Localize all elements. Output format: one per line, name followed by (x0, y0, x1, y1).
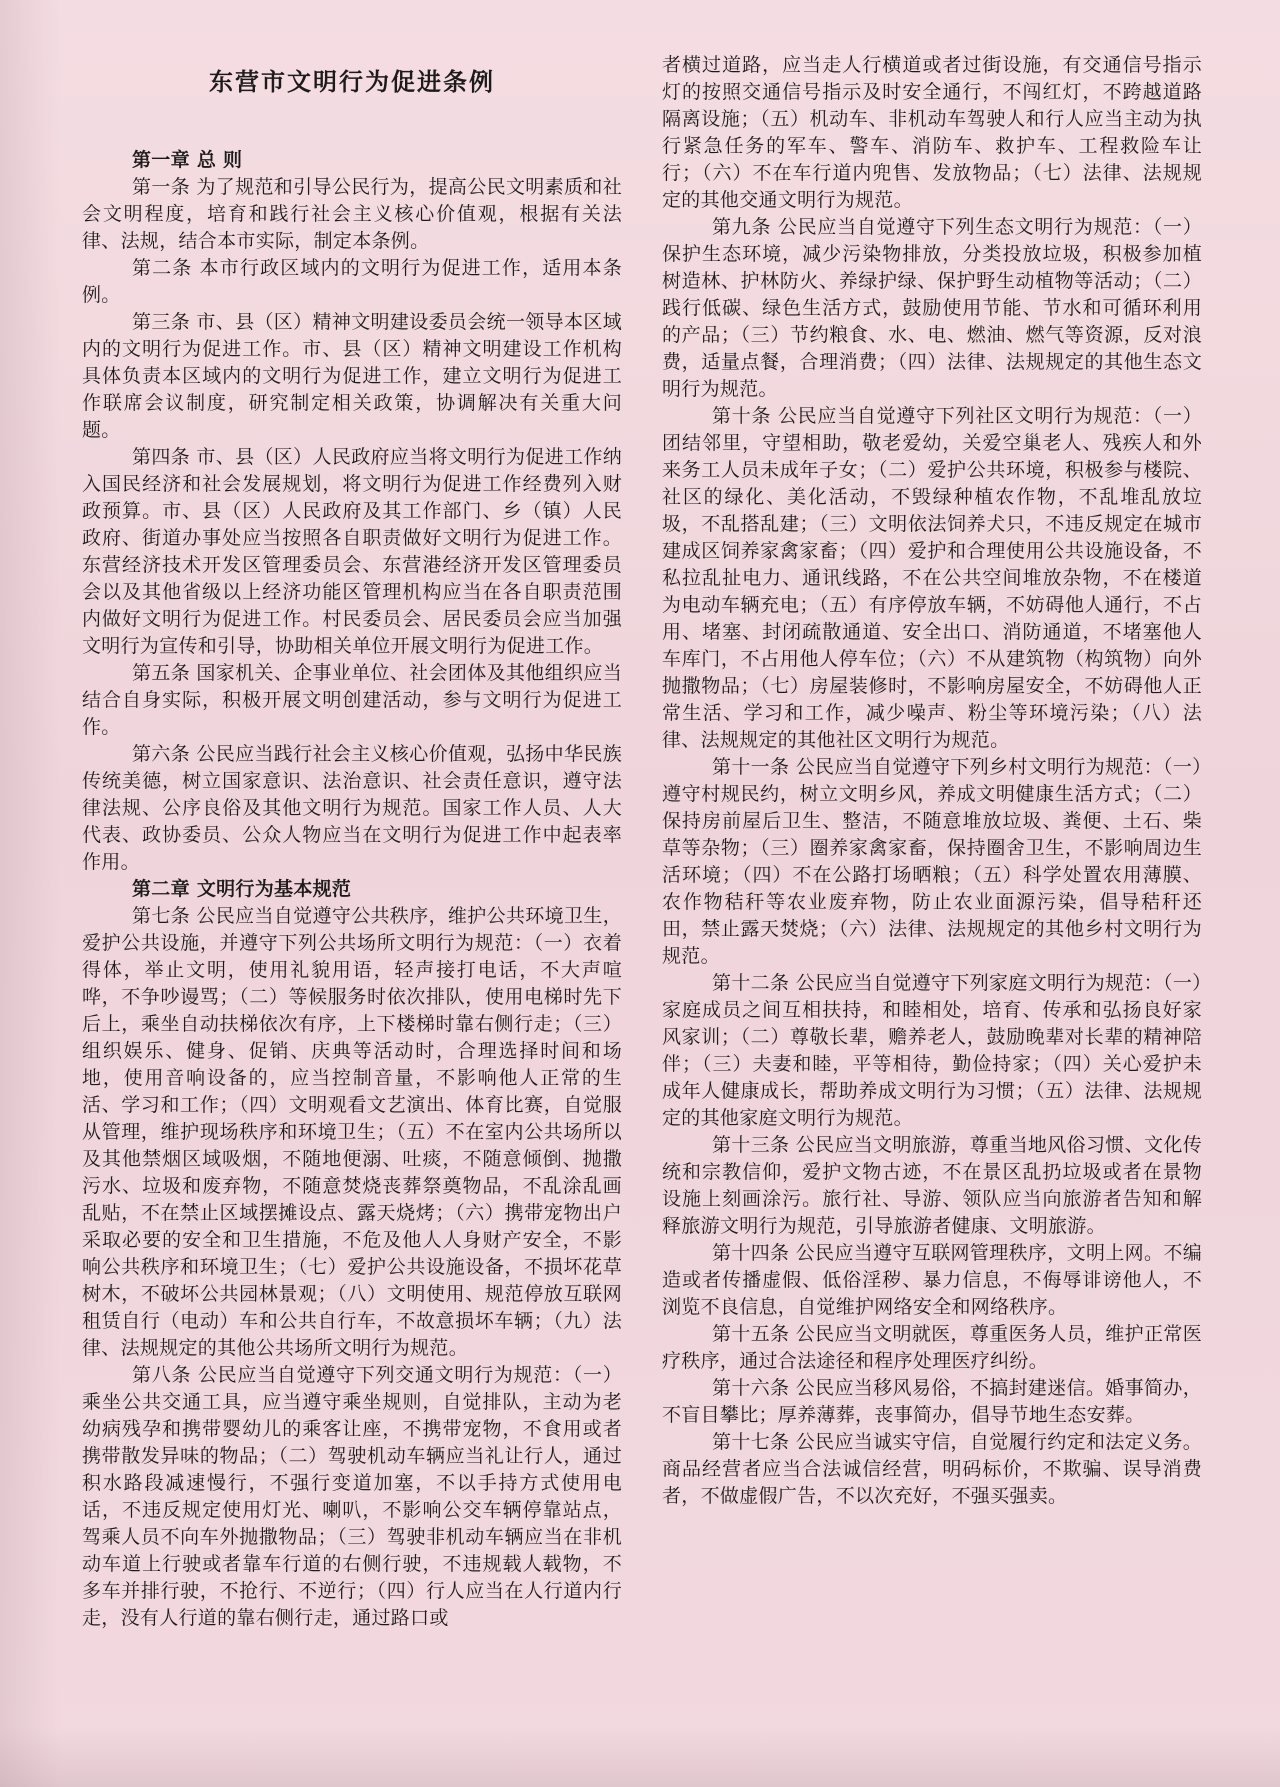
right-column-body (662, 52, 1202, 1510)
article-paragraph: 第二条 本市行政区域内的文明行为促进工作，适用本条例。 (82, 257, 622, 306)
document-title: 东营市文明行为促进条例 (209, 67, 495, 96)
left-column-body (82, 147, 622, 1632)
article-paragraph: 第三条 市、县（区）精神文明建设委员会统一领导本区域内的文明行为促进工作。市、县（区）精神文明建设工作机构具体负责本区域内的文明行为促进工作，建立文明行为促进工作联席会议制度，研究制定相关政策，协调解决有关重大问题。 (82, 311, 622, 441)
article-paragraph: 第八条 公民应当自觉遵守下列交通文明行为规范：（一）乘坐公共交通工具，应当遵守乘坐规则，自觉排队，主动为老幼病残孕和携带婴幼儿的乘客让座，不携带宠物，不食用或者携带散发异味的物品；（二）驾驶机动车辆应当礼让行人，通过积水路段减速慢行，不强行变道加塞，不以手持方式使用电话，不违反规定使用灯光、喇叭，不影响公交车辆停靠站点，驾乘人员不向车外抛撒物品；（三）驾驶非机动车辆应当在非机动车道上行驶或者靠车行道的右侧行驶，不违规载人载物，不多车并排行驶，不抢行、不逆行；（四）行人应当在人行道内行走，没有人行道的靠右侧行走，通过路口或 (82, 1364, 622, 1629)
article-paragraph: 第七条 公民应当自觉遵守公共秩序，维护公共环境卫生，爱护公共设施，并遵守下列公共场所文明行为规范：（一）衣着得体，举止文明，使用礼貌用语，轻声接打电话，不大声喧哗，不争吵谩骂；（二）等候服务时依次排队，使用电梯时先下后上，乘坐自动扶梯依次有序，上下楼梯时靠右侧行走；（三）组织娱乐、健身、促销、庆典等活动时，合理选择时间和场地，使用音响设备的，应当控制音量，不影响他人正常的生活、学习和工作；（四）文明观看文艺演出、体育比赛，自觉服从管理，维护现场秩序和环境卫生；（五）不在室内公共场所以及其他禁烟区域吸烟，不随地便溺、吐痰，不随意倾倒、抛撒污水、垃圾和废弃物，不随意焚烧丧葬祭奠物品，不乱涂乱画乱贴，不在禁止区域摆摊设点、露天烧烤；（六）携带宠物出户采取必要的安全和卫生措施，不危及他人人身财产安全，不影响公共秩序和环境卫生；（七）爱护公共设施设备，不损坏花草树木，不破坏公共园林景观；（八）文明使用、规范停放互联网租赁自行（电动）车和公共自行车，不故意损坏车辆；（九）法律、法规规定的其他公共场所文明行为规范。 (82, 905, 622, 1359)
article-paragraph: 第十一条 公民应当自觉遵守下列乡村文明行为规范：（一）遵守村规民约，树立文明乡风，养成文明健康生活方式；（二）保持房前屋后卫生、整洁，不随意堆放垃圾、粪便、土石、柴草等杂物；（三）圈养家禽家畜，保持圈舍卫生，不影响周边生活环境；（四）不在公路打场晒粮；（五）科学处置农用薄膜、农作物秸秆等农业废弃物，防止农业面源污染，倡导秸秆还田，禁止露天焚烧；（六）法律、法规规定的其他乡村文明行为规范。 (662, 756, 1202, 967)
chapter-heading: 第二章 文明行为基本规范 (132, 878, 352, 900)
article-paragraph: 第十三条 公民应当文明旅游，尊重当地风俗习惯、文化传统和宗教信仰，爱护文物古迹，不在景区乱扔垃圾或者在景物设施上刻画涂污。旅行社、导游、领队应当向旅游者告知和解释旅游文明行为规范，引导旅游者健康、文明旅游。 (662, 1134, 1202, 1237)
article-paragraph: 第十条 公民应当自觉遵守下列社区文明行为规范：（一）团结邻里，守望相助，敬老爱幼，关爱空巢老人、残疾人和外来务工人员未成年子女；（二）爱护公共环境，积极参与楼院、社区的绿化、美化活动，不毁绿种植农作物，不乱堆乱放垃圾，不乱搭乱建；（三）文明依法饲养犬只，不违反规定在城市建成区饲养家禽家畜；（四）爱护和合理使用公共设施设备，不私拉乱扯电力、通讯线路，不在公共空间堆放杂物，不在楼道为电动车辆充电；（五）有序停放车辆，不妨碍他人通行，不占用、堵塞、封闭疏散通道、安全出口、消防通道，不堵塞他人车库门，不占用他人停车位；（六）不从建筑物（构筑物）向外抛撒物品；（七）房屋装修时，不影响房屋安全，不妨碍他人正常生活、学习和工作，减少噪声、粉尘等环境污染；（八）法律、法规规定的其他社区文明行为规范。 (662, 405, 1202, 751)
right-column (662, 52, 1202, 1767)
left-column (82, 44, 622, 1767)
article-continuation: 者横过道路，应当走人行横道或者过街设施，有交通信号指示灯的按照交通信号指示及时安全通行，不闯红灯，不跨越道路隔离设施；（五）机动车、非机动车驾驶人和行人应当主动为执行紧急任务的军车、警车、消防车、救护车、工程救险车让行；（六）不在车行道内兜售、发放物品；（七）法律、法规规定的其他交通文明行为规范。 (662, 54, 1202, 211)
article-paragraph: 第十六条 公民应当移风易俗，不搞封建迷信。婚事简办，不盲目攀比；厚养薄葬，丧事简办，倡导节地生态安葬。 (662, 1377, 1202, 1426)
chapter-heading: 第一章 总 则 (132, 149, 243, 171)
article-paragraph: 第十七条 公民应当诚实守信，自觉履行约定和法定义务。商品经营者应当合法诚信经营，明码标价，不欺骗、误导消费者，不做虚假广告，不以次充好，不强买强卖。 (662, 1431, 1202, 1507)
page-edge-shadow (0, 0, 60, 1787)
article-paragraph: 第十五条 公民应当文明就医，尊重医务人员，维护正常医疗秩序，通过合法途径和程序处理医疗纠纷。 (662, 1323, 1202, 1372)
article-paragraph: 第十二条 公民应当自觉遵守下列家庭文明行为规范：（一）家庭成员之间互相扶持，和睦相处，培育、传承和弘扬良好家风家训；（二）尊敬长辈，赡养老人，鼓励晚辈对长辈的精神陪伴；（三）夫妻和睦，平等相待，勤俭持家；（四）关心爱护未成年人健康成长，帮助养成文明行为习惯；（五）法律、法规规定的其他家庭文明行为规范。 (662, 972, 1202, 1129)
article-paragraph: 第十四条 公民应当遵守互联网管理秩序，文明上网。不编造或者传播虚假、低俗淫秽、暴力信息，不侮辱诽谤他人，不浏览不良信息，自觉维护网络安全和网络秩序。 (662, 1242, 1202, 1318)
article-paragraph: 第九条 公民应当自觉遵守下列生态文明行为规范：（一）保护生态环境，减少污染物排放，分类投放垃圾，积极参加植树造林、护林防火、养绿护绿、保护野生动植物等活动；（二）践行低碳、绿色生活方式，鼓励使用节能、节水和可循环利用的产品；（三）节约粮食、水、电、燃油、燃气等资源，反对浪费，适量点餐，合理消费；（四）法律、法规规定的其他生态文明行为规范。 (662, 216, 1202, 400)
article-paragraph: 第四条 市、县（区）人民政府应当将文明行为促进工作纳入国民经济和社会发展规划，将文明行为促进工作经费列入财政预算。市、县（区）人民政府及其工作部门、乡（镇）人民政府、街道办事处应当按照各自职责做好文明行为促进工作。东营经济技术开发区管理委员会、东营港经济开发区管理委员会以及其他省级以上经济功能区管理机构应当在各自职责范围内做好文明行为促进工作。村民委员会、居民委员会应当加强文明行为宣传和引导，协助相关单位开展文明行为促进工作。 (82, 446, 622, 657)
article-paragraph: 第一条 为了规范和引导公民行为，提高公民文明素质和社会文明程度，培育和践行社会主义核心价值观，根据有关法律、法规，结合本市实际，制定本条例。 (82, 176, 622, 252)
article-paragraph: 第五条 国家机关、企事业单位、社会团体及其他组织应当结合自身实际，积极开展文明创建活动，参与文明行为促进工作。 (82, 662, 622, 738)
article-paragraph: 第六条 公民应当践行社会主义核心价值观，弘扬中华民族传统美德，树立国家意识、法治意识、社会责任意识，遵守法律法规、公序良俗及其他文明行为规范。国家工作人员、人大代表、政协委员、公众人物应当在文明行为促进工作中起表率作用。 (82, 743, 622, 873)
